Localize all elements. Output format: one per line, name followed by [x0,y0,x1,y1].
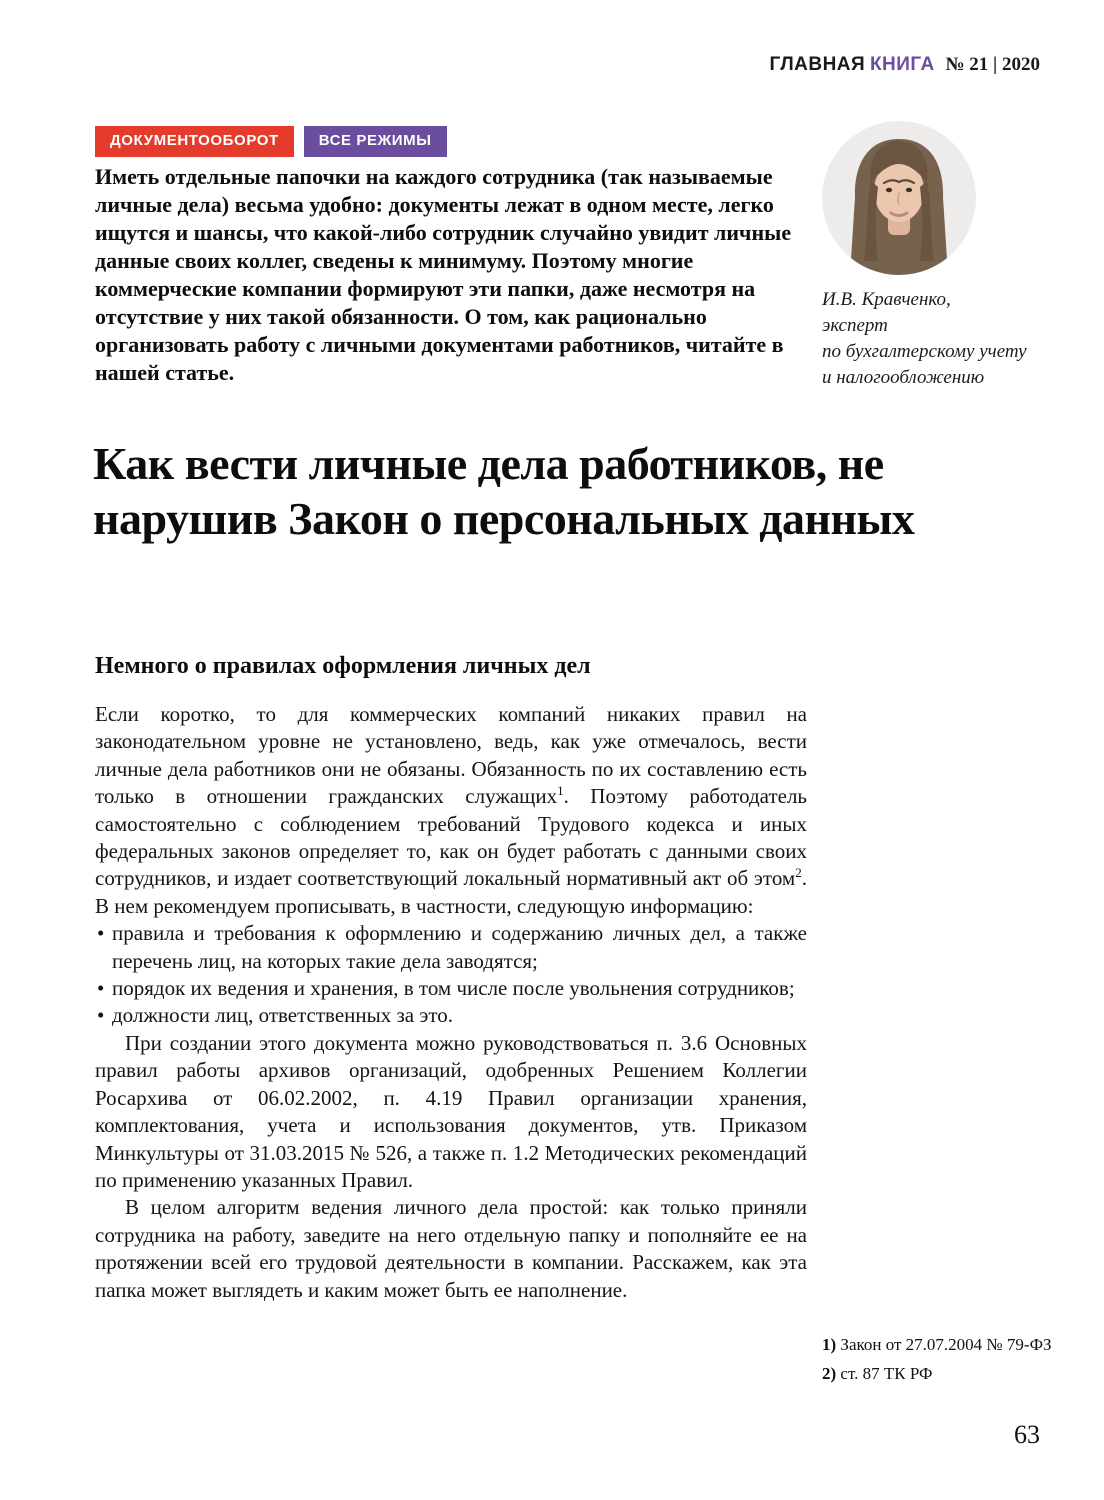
paragraph-1-text: Если коротко, то для коммерческих компаний никаких правил на законодательном уровне не установлено, ведь, как уже отмечалось, вести личные дела работников они не обязаны. Обязанность по их составлению есть только в отношении гражданских служащих [95,702,807,809]
magazine-name-part1: ГЛАВНАЯ [769,54,866,75]
badge-documentooborot: ДОКУМЕНТООБОРОТ [95,126,294,157]
footnote-2-number: 2) [822,1364,837,1383]
paragraph-1-text-end: . В нем рекомендуем прописывать, в частности, следующую информацию: [95,866,807,918]
article-body [95,701,807,1304]
badge-vse-rezhimy: ВСЕ РЕЖИМЫ [304,126,447,157]
lead-paragraph: Иметь отдельные папочки на каждого сотрудника (так называемые личные дела) весьма удобно: документы лежат в одном месте, легко ищутся и шансы, что какой-либо сотрудник случайно увидит личные данные своих коллег, сведены к минимуму. Поэтому многие коммерческие компании формируют эти папки, даже несмотря на отсутствие у них такой обязанности. О том, как рационально организовать работу с личными документами работников, читайте в нашей статье. [95,164,792,385]
author-photo-icon [822,121,976,275]
author-credit [822,287,1062,391]
paragraph-3: В целом алгоритм ведения личного дела простой: как только приняли сотрудника на работу, заведите на него отдельную папку и пополняйте ее на протяжении всей его трудовой деятельности в компании. Расскажем, как эта папка может выглядеть и каким может быть ее наполнение. [95,1195,807,1302]
issue-info: № 21 | 2020 [945,54,1040,75]
list-item: • порядок их ведения и хранения, в том числе после увольнения сотрудников; [95,975,807,1002]
author-name: И.В. Кравченко, [822,289,951,310]
magazine-name-part2: КНИГА [869,54,935,75]
author-role-line1: эксперт [822,315,888,336]
category-badges [95,126,447,157]
footnote-1-text: Закон от 27.07.2004 № 79-ФЗ [840,1335,1052,1354]
masthead [770,54,1040,76]
paragraph-2: При создании этого документа можно руководствоваться п. 3.6 Основных правил работы архивов организаций, одобренных Решением Коллегии Росархива от 06.02.2002, п. 4.19 Правил организации хранения, комплектования, учета и использования документов, утв. Приказом Минкультуры от 31.03.2015 № 526, а также п. 1.2 Методических рекомендаций по применению указанных Правил. [95,1030,807,1192]
footnotes [822,1330,1072,1388]
rules-bullet-list [95,920,807,1030]
author-role-line3: и налогообложению [822,367,985,388]
footnote-ref-2: 2 [795,865,802,881]
list-item: • правила и требования к оформлению и содержанию личных дел, а также перечень лиц, на которых такие дела заводятся; [95,920,807,975]
paragraph-1-text-cont: . Поэтому работодатель самостоятельно с соблюдением требований Трудового кодекса и иных федеральных законов определяет то, как он будет работать с данными своих сотрудников, и издает соответствующий локальный нормативный акт об этом [95,784,807,891]
section-heading: Немного о правилах оформления личных дел [95,653,591,679]
paragraph-1 [95,701,807,920]
list-item: • должности лиц, ответственных за это. [95,1002,807,1029]
footnote-1-number: 1) [822,1335,837,1354]
footnote-2 [822,1359,1072,1388]
author-role-line2: по бухгалтерскому учету [822,341,1027,362]
footnote-ref-1: 1 [557,783,564,799]
footnote-2-text: ст. 87 ТК РФ [840,1364,933,1383]
article-headline: Как вести личные дела работников, не нарушив Закон о персональных данных [93,438,915,544]
footnote-1 [822,1330,1072,1359]
page-number: 63 [1014,1420,1040,1449]
